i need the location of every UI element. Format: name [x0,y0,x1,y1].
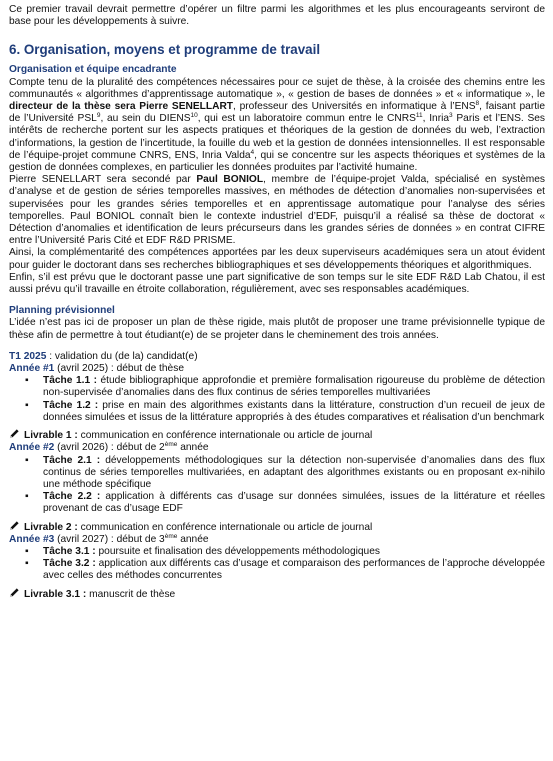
t1-line: T1 2025 : validation du (de la) candidat(e) [9,350,198,362]
org-paragraph-4: Enfin, s’il est prévu que le doctorant passe une part significative de son temps sur le site EDF R&D Lab Chatou, il est aussi prévu qu’il travaille en étroite collaboration, régulièrement, avec ses responsables académiques. [9,271,545,296]
task-item: ▪ Tâche 2.2 : application à différents cas d’usage sur données simulées, issues de la littérature et réelles provenant de cas d’usage EDF [25,491,545,515]
square-bullet-icon: ▪ [25,399,29,411]
task-list [9,455,545,516]
footnote-ref: 4 [250,148,255,156]
pencil-icon [9,520,20,531]
org-subtitle: Organisation et équipe encadrante [9,64,177,76]
intro-paragraph: Ce premier travail devrait permettre d’opérer un filtre parmi les algorithmes et les plus encourageants serviront de base pour les développements à suivre. [9,4,545,28]
task-item: ▪ Tâche 3.1 : poursuite et finalisation des développements méthodologiques [25,545,380,557]
footnote-ref: 8 [475,100,480,108]
footnote-ref: 11 [415,112,423,120]
deliverable-line: Livrable 2 : communication en conférence internationale ou article de journal [9,520,545,534]
year-heading: Année #2 (avril 2026) : début de 2ème année [9,441,209,454]
pencil-icon [9,587,20,598]
square-bullet-icon: ▪ [25,545,29,557]
deliverable-line: Livrable 1 : communication en conférence internationale ou article de journal [9,428,545,442]
planning-intro: L’idée n’est pas ici de proposer un plan de thèse rigide, mais plutôt de proposer une trame prévisionnelle typique de thèse afin de permettre à tout étudiant(e) de se projeter dans le cheminement des trois années. [9,317,545,341]
org-paragraph-2: Pierre SENELLART sera secondé par Paul BONIOL, membre de l’équipe-projet Valda, spécialisé en systèmes d’analyse et de gestion de séries temporelles massives, en méthodes de détection d’anomalies non-supervisées et supervisées pour les grandes séries temporelles et en apprentissage automatique pour l’analyse des séries temporelles. Paul BONIOL connaît bien le contexte industriel d’EDF, puisqu’il a réalisé sa thèse de doctorat « Détection d’anomalies et identification de leurs précurseurs dans les grandes séries de données » en contrat CIFRE entre l’Université Paris Cité et EDF R&D PRISME. [9,174,545,247]
square-bullet-icon: ▪ [25,491,29,503]
task-list [9,375,545,424]
section-title: 6. Organisation, moyens et programme de travail [9,42,321,58]
year-heading: Année #3 (avril 2027) : début de 3ème année [9,532,209,545]
square-bullet-icon: ▪ [25,375,29,387]
planning-subtitle: Planning prévisionnel [9,305,115,317]
year-heading: Année #1 (avril 2025) : début de thèse [9,363,184,375]
footnote-ref: 9 [96,112,101,120]
task-item: ▪ Tâche 3.2 : application aux différents cas d’usage et comparaison des performances de l’approche développée avec celles des méthodes concurrentes [25,558,545,582]
task-item: ▪ Tâche 1.2 : prise en main des algorithmes existants dans la littérature, construction d’un recueil de jeux de données simulées et issus de la littérature appropriés à des études comparatives et réalisation d’un benchmark [25,399,545,423]
co-supervisor-name: Paul BONIOL [196,174,264,186]
org-paragraph-1: Compte tenu de la pluralité des compétences nécessaires pour ce sujet de thèse, à la croisée des chemins entre les communautés « algorithmes d’apprentissage automatique », « gestion de bases de données » et « informatique », le directeur de la thèse sera Pierre SENELLART, professeur des Universités en informatique à l’ENS$^8$, faisant partie de l’Université PSL$^9$, au sein du DIENS$^{10}$, qui est un laboratoire commun entre le CNRS$^{11}$, Inria$^3$ Paris et l’ENS. Ses intérêts de recherche portent sur les aspects pratiques et théoriques de la gestion de données du web, l’extraction d’informations, la gestion de l’incertitude, la fouille du web et la gestion de données intensionnelles. Il est responsable de l’équipe-projet commune CNRS, ENS, Inria Valda$^4$, qui se concentre sur les aspects théoriques et systèmes de la gestion de données complexes, en particulier les données produites par l’activité humaine. [9,76,546,174]
square-bullet-icon: ▪ [25,558,29,570]
task-item: ▪ Tâche 1.1 : étude bibliographique approfondie et première formalisation rigoureuse du problème de détection non-supervisée d’anomalies dans des flux continus de séries temporelles multivariées [25,375,545,399]
task-list [9,546,545,583]
footnote-ref: 3 [449,112,453,120]
pencil-icon [9,428,20,439]
director-name: directeur de la thèse sera Pierre SENELLART [9,101,234,113]
footnote-ref: 10 [190,112,198,120]
square-bullet-icon: ▪ [25,454,29,466]
deliverable-line: Livrable 3.1 : manuscrit de thèse [9,587,545,601]
task-item: ▪ Tâche 2.1 : développements méthodologiques sur la détection non-supervisée d’anomalies dans des flux continus de séries temporelles multivariées, en adaptant des algorithmes existants ou en proposant ex-nihilo une méthode spécifique [25,454,545,490]
org-paragraph-3: Ainsi, la complémentarité des compétences apportées par les deux superviseurs académiques sera un atout évident pour guider le doctorant dans ses recherches bibliographiques et ses développements théoriques et algorithmiques. [9,247,545,271]
